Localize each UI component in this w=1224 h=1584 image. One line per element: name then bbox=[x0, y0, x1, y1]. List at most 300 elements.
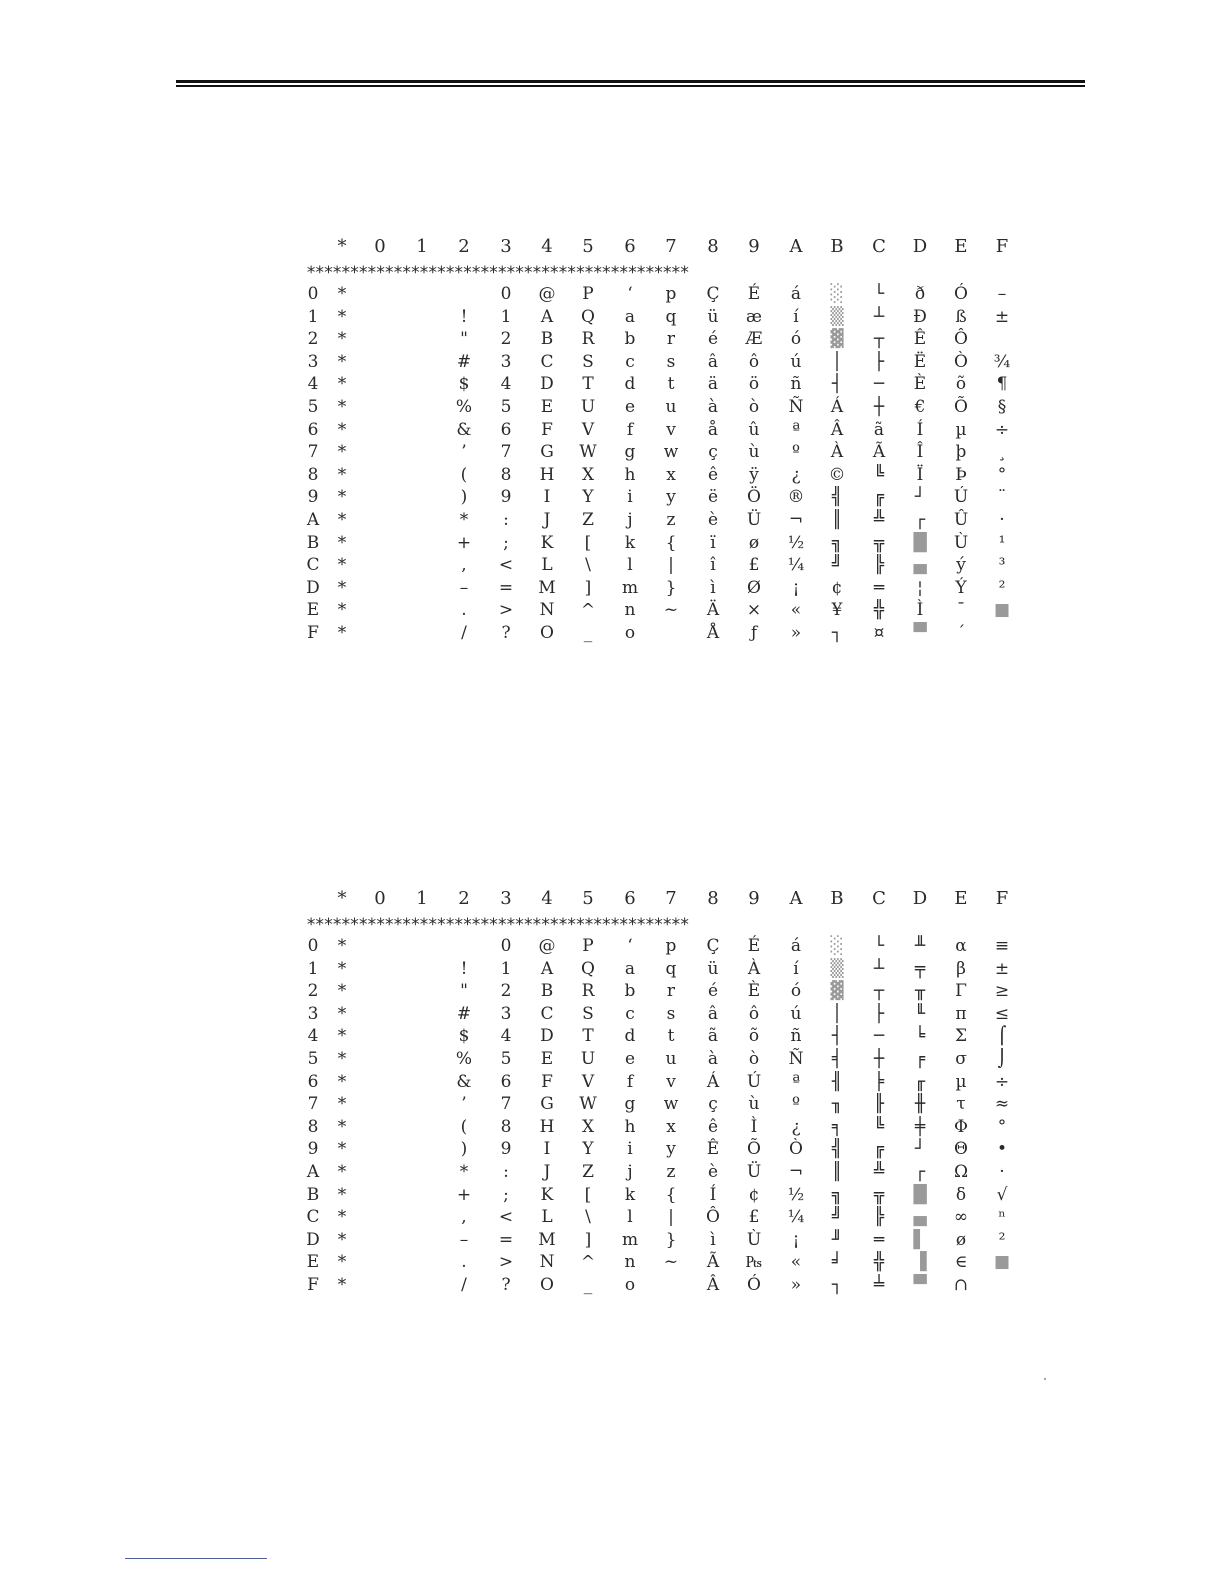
table-cell: V bbox=[581, 1071, 595, 1092]
table-row bbox=[300, 1185, 1020, 1208]
table-cell: ¼ bbox=[787, 1207, 805, 1228]
table-cell: g bbox=[624, 442, 636, 463]
table-cell: Õ bbox=[954, 396, 968, 417]
table-cell: 6 bbox=[500, 419, 512, 440]
table-cell: ¯ bbox=[956, 600, 966, 621]
table-cell: ] bbox=[584, 1229, 592, 1250]
table-cell: A bbox=[540, 958, 554, 979]
table-cell: ┐ bbox=[831, 1274, 843, 1295]
table-cell: ╦ bbox=[873, 1184, 885, 1205]
column-header: 9 bbox=[748, 236, 760, 257]
table-cell: Ò bbox=[954, 351, 968, 372]
table-cell: 6 bbox=[500, 1071, 512, 1092]
table-cell: s bbox=[666, 1003, 676, 1024]
column-header: 2 bbox=[458, 888, 470, 909]
table-cell: 9 bbox=[500, 1139, 512, 1160]
table-cell: J bbox=[543, 1161, 551, 1182]
table-cell: Ú bbox=[746, 1071, 762, 1092]
table-cell: ¬ bbox=[788, 509, 804, 530]
row-label: 7 bbox=[307, 1094, 319, 1115]
table-cell: | bbox=[668, 555, 674, 576]
column-header: D bbox=[912, 888, 928, 909]
table-cell: [ bbox=[584, 1184, 592, 1205]
table-cell: x bbox=[666, 464, 676, 485]
table-cell: H bbox=[539, 464, 555, 485]
table-cell: l bbox=[627, 555, 633, 576]
column-header: 9 bbox=[748, 888, 760, 909]
table-cell: h bbox=[624, 464, 636, 485]
row-label: C bbox=[306, 555, 320, 576]
row-label: 4 bbox=[307, 1026, 319, 1047]
table-cell: ) bbox=[460, 487, 468, 508]
table-cell: ■ bbox=[993, 600, 1011, 621]
column-header: F bbox=[995, 236, 1009, 257]
table-cell: ó bbox=[790, 981, 802, 1002]
table-cell: Ï bbox=[916, 464, 924, 485]
table-cell: è bbox=[707, 509, 719, 530]
table-cell: ã bbox=[707, 1026, 719, 1047]
table-cell: τ bbox=[956, 1094, 966, 1115]
table-cell: ù bbox=[748, 1094, 760, 1115]
table-cell: ═ bbox=[873, 577, 885, 598]
table-cell: k bbox=[624, 532, 636, 553]
table-cell: · bbox=[999, 1161, 1005, 1182]
table-cell: ⌠ bbox=[997, 1026, 1007, 1047]
table-cell: ╢ bbox=[831, 1071, 843, 1092]
table-cell: Í bbox=[709, 1184, 717, 1205]
row-label: 8 bbox=[307, 1116, 319, 1137]
table-cell: ║ bbox=[831, 1161, 843, 1182]
table-cell: È bbox=[747, 981, 761, 1002]
table-cell: f bbox=[626, 419, 634, 440]
row-label: E bbox=[306, 600, 320, 621]
table-cell: p bbox=[665, 936, 677, 956]
table-cell: 7 bbox=[500, 1094, 512, 1115]
table-cell: ╪ bbox=[914, 1116, 926, 1137]
table-cell: » bbox=[790, 1274, 802, 1295]
table-cell: 2 bbox=[500, 981, 512, 1002]
table-cell: Ù bbox=[746, 1229, 762, 1250]
asterisk-separator: ******************************************** bbox=[306, 263, 689, 283]
table-cell: ‘ bbox=[627, 284, 633, 304]
column-header: 3 bbox=[500, 888, 512, 909]
table-cell: q bbox=[665, 958, 677, 979]
table-cell: } bbox=[665, 1229, 677, 1250]
table-cell: * bbox=[337, 1274, 347, 1295]
table-cell: Γ bbox=[955, 981, 967, 1002]
table-cell: * bbox=[337, 1071, 347, 1092]
table-cell: F bbox=[541, 1071, 553, 1092]
table-cell: d bbox=[624, 374, 636, 395]
table-cell: " bbox=[460, 329, 468, 350]
table-cell: * bbox=[337, 419, 347, 440]
table-cell: ┘ bbox=[914, 487, 926, 508]
table-cell: ¬ bbox=[788, 1161, 804, 1182]
table-cell: ¿ bbox=[791, 464, 801, 485]
column-header: F bbox=[995, 888, 1009, 909]
asterisk-separator: ******************************************** bbox=[306, 915, 689, 935]
row-label: B bbox=[306, 532, 320, 553]
table-cell: h bbox=[624, 1116, 636, 1137]
table-cell: ┴ bbox=[873, 958, 885, 979]
table-cell: þ bbox=[955, 442, 967, 463]
table-cell: ▒ bbox=[830, 306, 844, 327]
table-cell: ╕ bbox=[831, 1116, 843, 1137]
table-cell: f bbox=[626, 1071, 634, 1092]
table-cell: ╡ bbox=[831, 1048, 843, 1069]
table-cell: ¼ bbox=[787, 555, 805, 576]
table-cell: : bbox=[503, 509, 509, 530]
row-label: F bbox=[307, 622, 319, 643]
table-cell: ╔ bbox=[873, 1139, 885, 1160]
table-cell: * bbox=[337, 577, 347, 598]
table-cell: ┤ bbox=[831, 374, 843, 395]
table-cell: * bbox=[337, 1094, 347, 1115]
table-cell: ê bbox=[707, 1116, 719, 1137]
table-cell: ½ bbox=[787, 532, 805, 553]
table-cell: ┼ bbox=[873, 396, 885, 417]
table-cell: î bbox=[710, 555, 716, 576]
table-cell: ð bbox=[914, 284, 926, 304]
table-cell: ã bbox=[873, 419, 885, 440]
table-cell: Ô bbox=[954, 329, 968, 350]
table-cell: δ bbox=[955, 1184, 967, 1205]
table-cell: í bbox=[793, 958, 799, 979]
table-cell: µ bbox=[955, 1071, 967, 1092]
table-cell: / bbox=[461, 622, 467, 643]
row-label: 1 bbox=[307, 958, 319, 979]
table-cell: y bbox=[666, 1139, 676, 1160]
table-cell: x bbox=[666, 1116, 676, 1137]
table-cell: ò bbox=[748, 396, 760, 417]
table-cell: ( bbox=[460, 1116, 468, 1137]
table-cell: ├ bbox=[873, 351, 885, 372]
row-label: 8 bbox=[307, 464, 319, 485]
row-label: B bbox=[306, 1184, 320, 1205]
table-cell: ╠ bbox=[873, 1207, 885, 1228]
table-cell: O bbox=[540, 622, 554, 643]
table-cell: . bbox=[461, 600, 467, 621]
table-cell: o bbox=[624, 1274, 636, 1295]
table-cell: S bbox=[582, 1003, 594, 1024]
table-cell: = bbox=[498, 1229, 514, 1250]
table-cell: ╔ bbox=[873, 487, 885, 508]
table-cell: b bbox=[624, 329, 636, 350]
table-cell: â bbox=[707, 1003, 719, 1024]
table-cell: à bbox=[707, 1048, 719, 1069]
table-cell: j bbox=[627, 509, 633, 530]
table-cell: 4 bbox=[500, 1026, 512, 1047]
table-cell: n bbox=[624, 1252, 636, 1273]
table-cell: ╩ bbox=[873, 509, 885, 530]
table-cell: ╤ bbox=[914, 958, 926, 979]
table-cell: ─ bbox=[873, 1026, 885, 1047]
table-cell: ═ bbox=[873, 1229, 885, 1250]
table-cell: ┬ bbox=[873, 329, 885, 350]
table-cell: ╣ bbox=[831, 487, 843, 508]
table-cell: ╝ bbox=[831, 1207, 843, 1228]
table-cell: A bbox=[540, 306, 554, 327]
table-cell: Y bbox=[582, 1139, 594, 1160]
table-cell: * bbox=[337, 329, 347, 350]
table-row bbox=[300, 352, 1020, 375]
table-cell: T bbox=[582, 1026, 594, 1047]
table-cell: * bbox=[337, 532, 347, 553]
row-label: A bbox=[306, 1161, 320, 1182]
table-cell: ] bbox=[584, 577, 592, 598]
table-cell: à bbox=[707, 396, 719, 417]
table-cell: é bbox=[707, 981, 719, 1002]
table-cell: » bbox=[790, 622, 802, 643]
table-cell: ⌡ bbox=[997, 1048, 1007, 1069]
table-cell: Ç bbox=[706, 936, 720, 956]
table-cell: ? bbox=[501, 1274, 511, 1295]
table-cell: É bbox=[747, 284, 761, 304]
table-cell: • bbox=[996, 1139, 1008, 1160]
row-label: D bbox=[306, 577, 320, 598]
table-cell: Ð bbox=[913, 306, 927, 327]
table-cell: π bbox=[955, 1003, 967, 1024]
table-cell: m bbox=[621, 577, 639, 598]
column-header: E bbox=[954, 236, 968, 257]
table-cell: Ω bbox=[953, 1161, 969, 1182]
table-cell: * bbox=[337, 600, 347, 621]
table-cell: ¢ bbox=[748, 1184, 760, 1205]
table-cell: £ bbox=[748, 1207, 760, 1228]
table-cell: p bbox=[665, 284, 677, 304]
table-cell: ▒ bbox=[830, 958, 844, 979]
table-cell: ñ bbox=[790, 1026, 802, 1047]
table-cell: , bbox=[461, 1207, 467, 1228]
table-cell: ; bbox=[503, 1184, 509, 1205]
table-cell: v bbox=[666, 419, 676, 440]
table-cell: _ bbox=[583, 1274, 593, 1295]
table-cell: û bbox=[748, 419, 760, 440]
table-cell: « bbox=[790, 1252, 802, 1273]
table-cell: â bbox=[707, 351, 719, 372]
table-cell: K bbox=[540, 532, 554, 553]
table-cell: E bbox=[540, 396, 554, 417]
table-cell: ┤ bbox=[831, 1026, 843, 1047]
row-label: D bbox=[306, 1229, 320, 1250]
table-cell: ° bbox=[997, 1116, 1007, 1137]
table-cell: D bbox=[540, 374, 554, 395]
table-cell: B bbox=[540, 981, 554, 1002]
table-cell: } bbox=[665, 577, 677, 598]
table-cell: * bbox=[337, 1184, 347, 1205]
table-cell: 0 bbox=[500, 936, 512, 956]
row-label: 2 bbox=[307, 329, 319, 350]
table-cell: ╦ bbox=[873, 532, 885, 553]
table-cell: * bbox=[337, 464, 347, 485]
table-cell: e bbox=[624, 1048, 636, 1069]
table-cell: L bbox=[541, 1207, 553, 1228]
table-cell: ─ bbox=[873, 374, 885, 395]
row-label: 2 bbox=[307, 981, 319, 1002]
table-cell: % bbox=[455, 396, 473, 417]
table-cell: ´ bbox=[956, 622, 966, 643]
table-cell: ╓ bbox=[914, 1071, 926, 1092]
table-cell: Á bbox=[830, 396, 844, 417]
table-cell: © bbox=[828, 464, 846, 485]
table-cell: º bbox=[792, 1094, 800, 1115]
table-row bbox=[300, 1094, 1020, 1117]
table-cell: ▓ bbox=[830, 329, 844, 350]
table-cell: * bbox=[337, 306, 347, 327]
table-cell: Å bbox=[706, 622, 720, 643]
table-cell: ∈ bbox=[954, 1252, 968, 1273]
table-cell: o bbox=[624, 622, 636, 643]
table-cell: + bbox=[456, 532, 472, 553]
table-cell: j bbox=[627, 1161, 633, 1182]
table-cell: │ bbox=[831, 351, 843, 372]
table-cell: & bbox=[456, 1071, 472, 1092]
table-cell: * bbox=[337, 1026, 347, 1047]
table-row bbox=[300, 533, 1020, 556]
table-cell: N bbox=[539, 600, 555, 621]
table-cell: á bbox=[790, 284, 802, 304]
table-cell: * bbox=[337, 351, 347, 372]
table-cell: Ê bbox=[706, 1139, 720, 1160]
table-cell: ç bbox=[708, 442, 718, 463]
table-cell: º bbox=[792, 442, 800, 463]
table-cell: ╠ bbox=[873, 555, 885, 576]
table-row bbox=[300, 623, 1020, 646]
table-cell: ┘ bbox=[914, 1139, 926, 1160]
table-cell: Q bbox=[581, 958, 595, 979]
table-row bbox=[300, 1004, 1020, 1027]
column-header: 0 bbox=[374, 888, 386, 909]
table-cell: ╗ bbox=[831, 532, 843, 553]
table-cell: Q bbox=[581, 306, 595, 327]
table-cell: ² bbox=[998, 1229, 1006, 1250]
row-label: 3 bbox=[307, 351, 319, 372]
table-cell: õ bbox=[955, 374, 967, 395]
table-cell: ╬ bbox=[873, 600, 885, 621]
table-cell: Û bbox=[953, 509, 969, 530]
table-cell: " bbox=[460, 981, 468, 1002]
table-cell: ▀ bbox=[913, 622, 927, 643]
table-cell: Î bbox=[916, 442, 924, 463]
table-cell: ¡ bbox=[792, 577, 800, 598]
table-cell: ╣ bbox=[831, 1139, 843, 1160]
table-cell: * bbox=[337, 396, 347, 417]
table-cell: a bbox=[624, 958, 636, 979]
table-cell: ╝ bbox=[831, 555, 843, 576]
table-cell: § bbox=[997, 396, 1007, 417]
table-cell: ≤ bbox=[994, 1003, 1010, 1024]
table-cell: ╟ bbox=[873, 1094, 885, 1115]
table-row bbox=[300, 1049, 1020, 1072]
table-row bbox=[300, 1026, 1020, 1049]
table-cell: Φ bbox=[954, 1116, 968, 1137]
table-cell: ò bbox=[748, 1048, 760, 1069]
table-cell: \ bbox=[585, 1207, 591, 1228]
table-row bbox=[300, 397, 1020, 420]
table-cell: ì bbox=[710, 1229, 716, 1250]
table-cell: Ê bbox=[913, 329, 927, 350]
table-cell: ┼ bbox=[873, 1048, 885, 1069]
table-cell: Ö bbox=[747, 487, 761, 508]
table-cell: ¿ bbox=[791, 1116, 801, 1137]
table-cell: ß bbox=[955, 306, 967, 327]
table-cell: n bbox=[624, 600, 636, 621]
table-cell: X bbox=[581, 1116, 595, 1137]
table-cell: q bbox=[665, 306, 677, 327]
table-cell: ú bbox=[790, 1003, 802, 1024]
table-cell: : bbox=[503, 1161, 509, 1182]
table-cell: Õ bbox=[747, 1139, 761, 1160]
table-cell: r bbox=[666, 329, 676, 350]
table-row bbox=[300, 1275, 1020, 1298]
table-cell: Á bbox=[706, 1071, 720, 1092]
table-cell: / bbox=[461, 1274, 467, 1295]
column-header: 6 bbox=[624, 888, 636, 909]
table-cell: × bbox=[746, 600, 762, 621]
row-label: 9 bbox=[307, 1139, 319, 1160]
table-cell: T bbox=[582, 374, 594, 395]
table-row bbox=[300, 329, 1020, 352]
row-label: C bbox=[306, 1207, 320, 1228]
table-cell: Ñ bbox=[788, 396, 804, 417]
row-label: 0 bbox=[307, 284, 319, 304]
table-cell: Ø bbox=[747, 577, 761, 598]
table-cell: * bbox=[337, 284, 347, 304]
table-cell: ö bbox=[748, 374, 760, 395]
table-cell: ▌ bbox=[913, 1229, 927, 1250]
table-cell: G bbox=[540, 442, 554, 463]
table-cell: _ bbox=[583, 622, 593, 643]
table-cell: D bbox=[540, 1026, 554, 1047]
table-cell: U bbox=[580, 1048, 596, 1069]
table-cell: ( bbox=[460, 464, 468, 485]
table-cell: W bbox=[579, 442, 597, 463]
table-cell: ╚ bbox=[873, 464, 885, 485]
table-cell: ^ bbox=[580, 1252, 596, 1273]
table-cell: C bbox=[540, 1003, 554, 1024]
character-code-table-2 bbox=[300, 888, 1020, 1298]
table-cell: H bbox=[539, 1116, 555, 1137]
table-cell: ┌ bbox=[914, 1161, 926, 1182]
table-cell: √ bbox=[996, 1184, 1008, 1205]
column-header: 7 bbox=[665, 236, 677, 257]
table-row bbox=[300, 307, 1020, 330]
table-cell: ▀ bbox=[913, 1274, 927, 1295]
table-cell: ‘ bbox=[627, 936, 633, 956]
table-cell: Â bbox=[830, 419, 844, 440]
table-cell: █ bbox=[913, 1184, 927, 1205]
table-cell: 5 bbox=[500, 396, 512, 417]
table-cell: * bbox=[337, 622, 347, 643]
table-cell: t bbox=[667, 374, 675, 395]
table-cell: á bbox=[790, 936, 802, 956]
table-cell: m bbox=[621, 1229, 639, 1250]
row-label: 7 bbox=[307, 442, 319, 463]
table-cell: ° bbox=[997, 464, 1007, 485]
table-cell: . bbox=[461, 1252, 467, 1273]
table-cell: 0 bbox=[500, 284, 512, 304]
table-row bbox=[300, 555, 1020, 578]
table-cell: + bbox=[456, 1184, 472, 1205]
table-cell: * bbox=[337, 1048, 347, 1069]
table-cell: ▐ bbox=[913, 1252, 927, 1273]
table-cell: ^ bbox=[580, 600, 596, 621]
table-cell: J bbox=[543, 509, 551, 530]
table-cell: ® bbox=[787, 487, 805, 508]
table-cell: y bbox=[666, 487, 676, 508]
table-cell: R bbox=[581, 329, 595, 350]
table-cell: P bbox=[582, 936, 594, 956]
